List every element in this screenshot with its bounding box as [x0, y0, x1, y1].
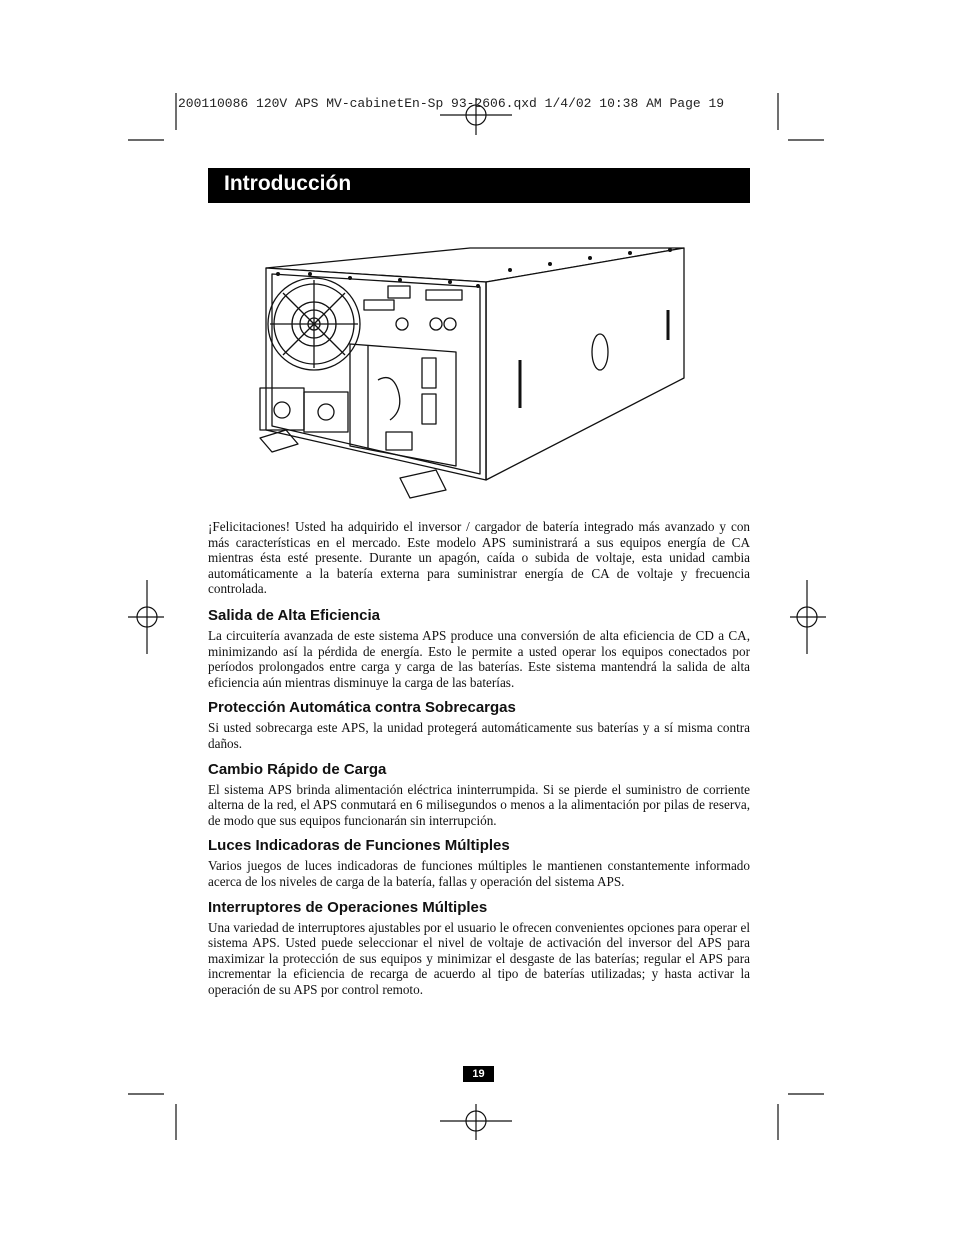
- body-content: [208, 519, 750, 1006]
- page-number: 19: [463, 1066, 494, 1082]
- section-body: La circuitería avanzada de este sistema APS produce una conversión de alta eficiencia de CD a CA, minimizando así la pérdida de energía. Esto le permite a usted operar los equipos conectados por períodos prolongados entre carga y carga de las baterías. Este sistema mantendrá la salida de alta eficiencia aún mientras disminuye la carga de las baterías.: [208, 627, 750, 690]
- section-heading: Salida de Alta Eficiencia: [208, 606, 381, 624]
- intro-paragraph: ¡Felicitaciones! Usted ha adquirido el inversor / cargador de batería integrado más avanzado y con más características en el mercado. Este modelo APS suministrará a sus equipos energía de CA mientras ésta esté presente. Durante un apagón, caída o subida de voltaje, esta unidad cambia automáticamente a la batería externa para suministrar energía de CA de voltaje y frecuencia controlada.: [208, 519, 750, 597]
- section-efficiency: [208, 607, 750, 690]
- slug-line: 200110086 120V APS MV-cabinetEn-Sp 93-2606.qxd 1/4/02 10:38 AM Page 19: [178, 96, 725, 111]
- section-heading: Cambio Rápido de Carga: [208, 760, 387, 778]
- registration-mark-bottom: [440, 1104, 512, 1140]
- section-switchover: [208, 761, 750, 829]
- section-heading: Protección Automática contra Sobrecargas: [208, 699, 516, 717]
- page-title: Introducción: [224, 172, 352, 195]
- title-bar: [208, 168, 750, 203]
- section-overload: [208, 699, 750, 751]
- section-heading: Interruptores de Operaciones Múltiples: [208, 898, 488, 916]
- section-body: Varios juegos de luces indicadoras de funciones múltiples le mantienen constantemente informado acerca de los niveles de carga de la batería, fallas y operación del sistema APS.: [208, 858, 750, 889]
- registration-mark-left: [128, 580, 164, 654]
- section-switches: [208, 899, 750, 998]
- section-body: El sistema APS brinda alimentación eléctrica ininterrumpida. Si se pierde el suministro de corriente alterna de la red, el APS conmutará en 6 milisegundos o menos a la alimentación por pilas de reserva, de modo que sus equipos funcionarán sin interrupción.: [208, 781, 750, 828]
- registration-mark-right: [790, 580, 826, 654]
- section-heading: Luces Indicadoras de Funciones Múltiples: [208, 837, 510, 855]
- section-indicators: [208, 837, 750, 889]
- aps-unit-illustration: [250, 240, 690, 510]
- section-body: Si usted sobrecarga este APS, la unidad protegerá automáticamente sus baterías y a sí misma contra daños.: [208, 720, 750, 751]
- section-body: Una variedad de interruptores ajustables por el usuario le ofrecen convenientes opciones para operar el sistema APS. Usted puede seleccionar el nivel de voltaje de activación del inversor del APS para maximizar la protección de sus equipos y minimizar el desgaste de las baterías; regular el APS para incrementar la eficiencia de recarga de acuerdo al tipo de baterías utilizadas; y hasta activar la operación de su APS por control remoto.: [208, 919, 750, 997]
